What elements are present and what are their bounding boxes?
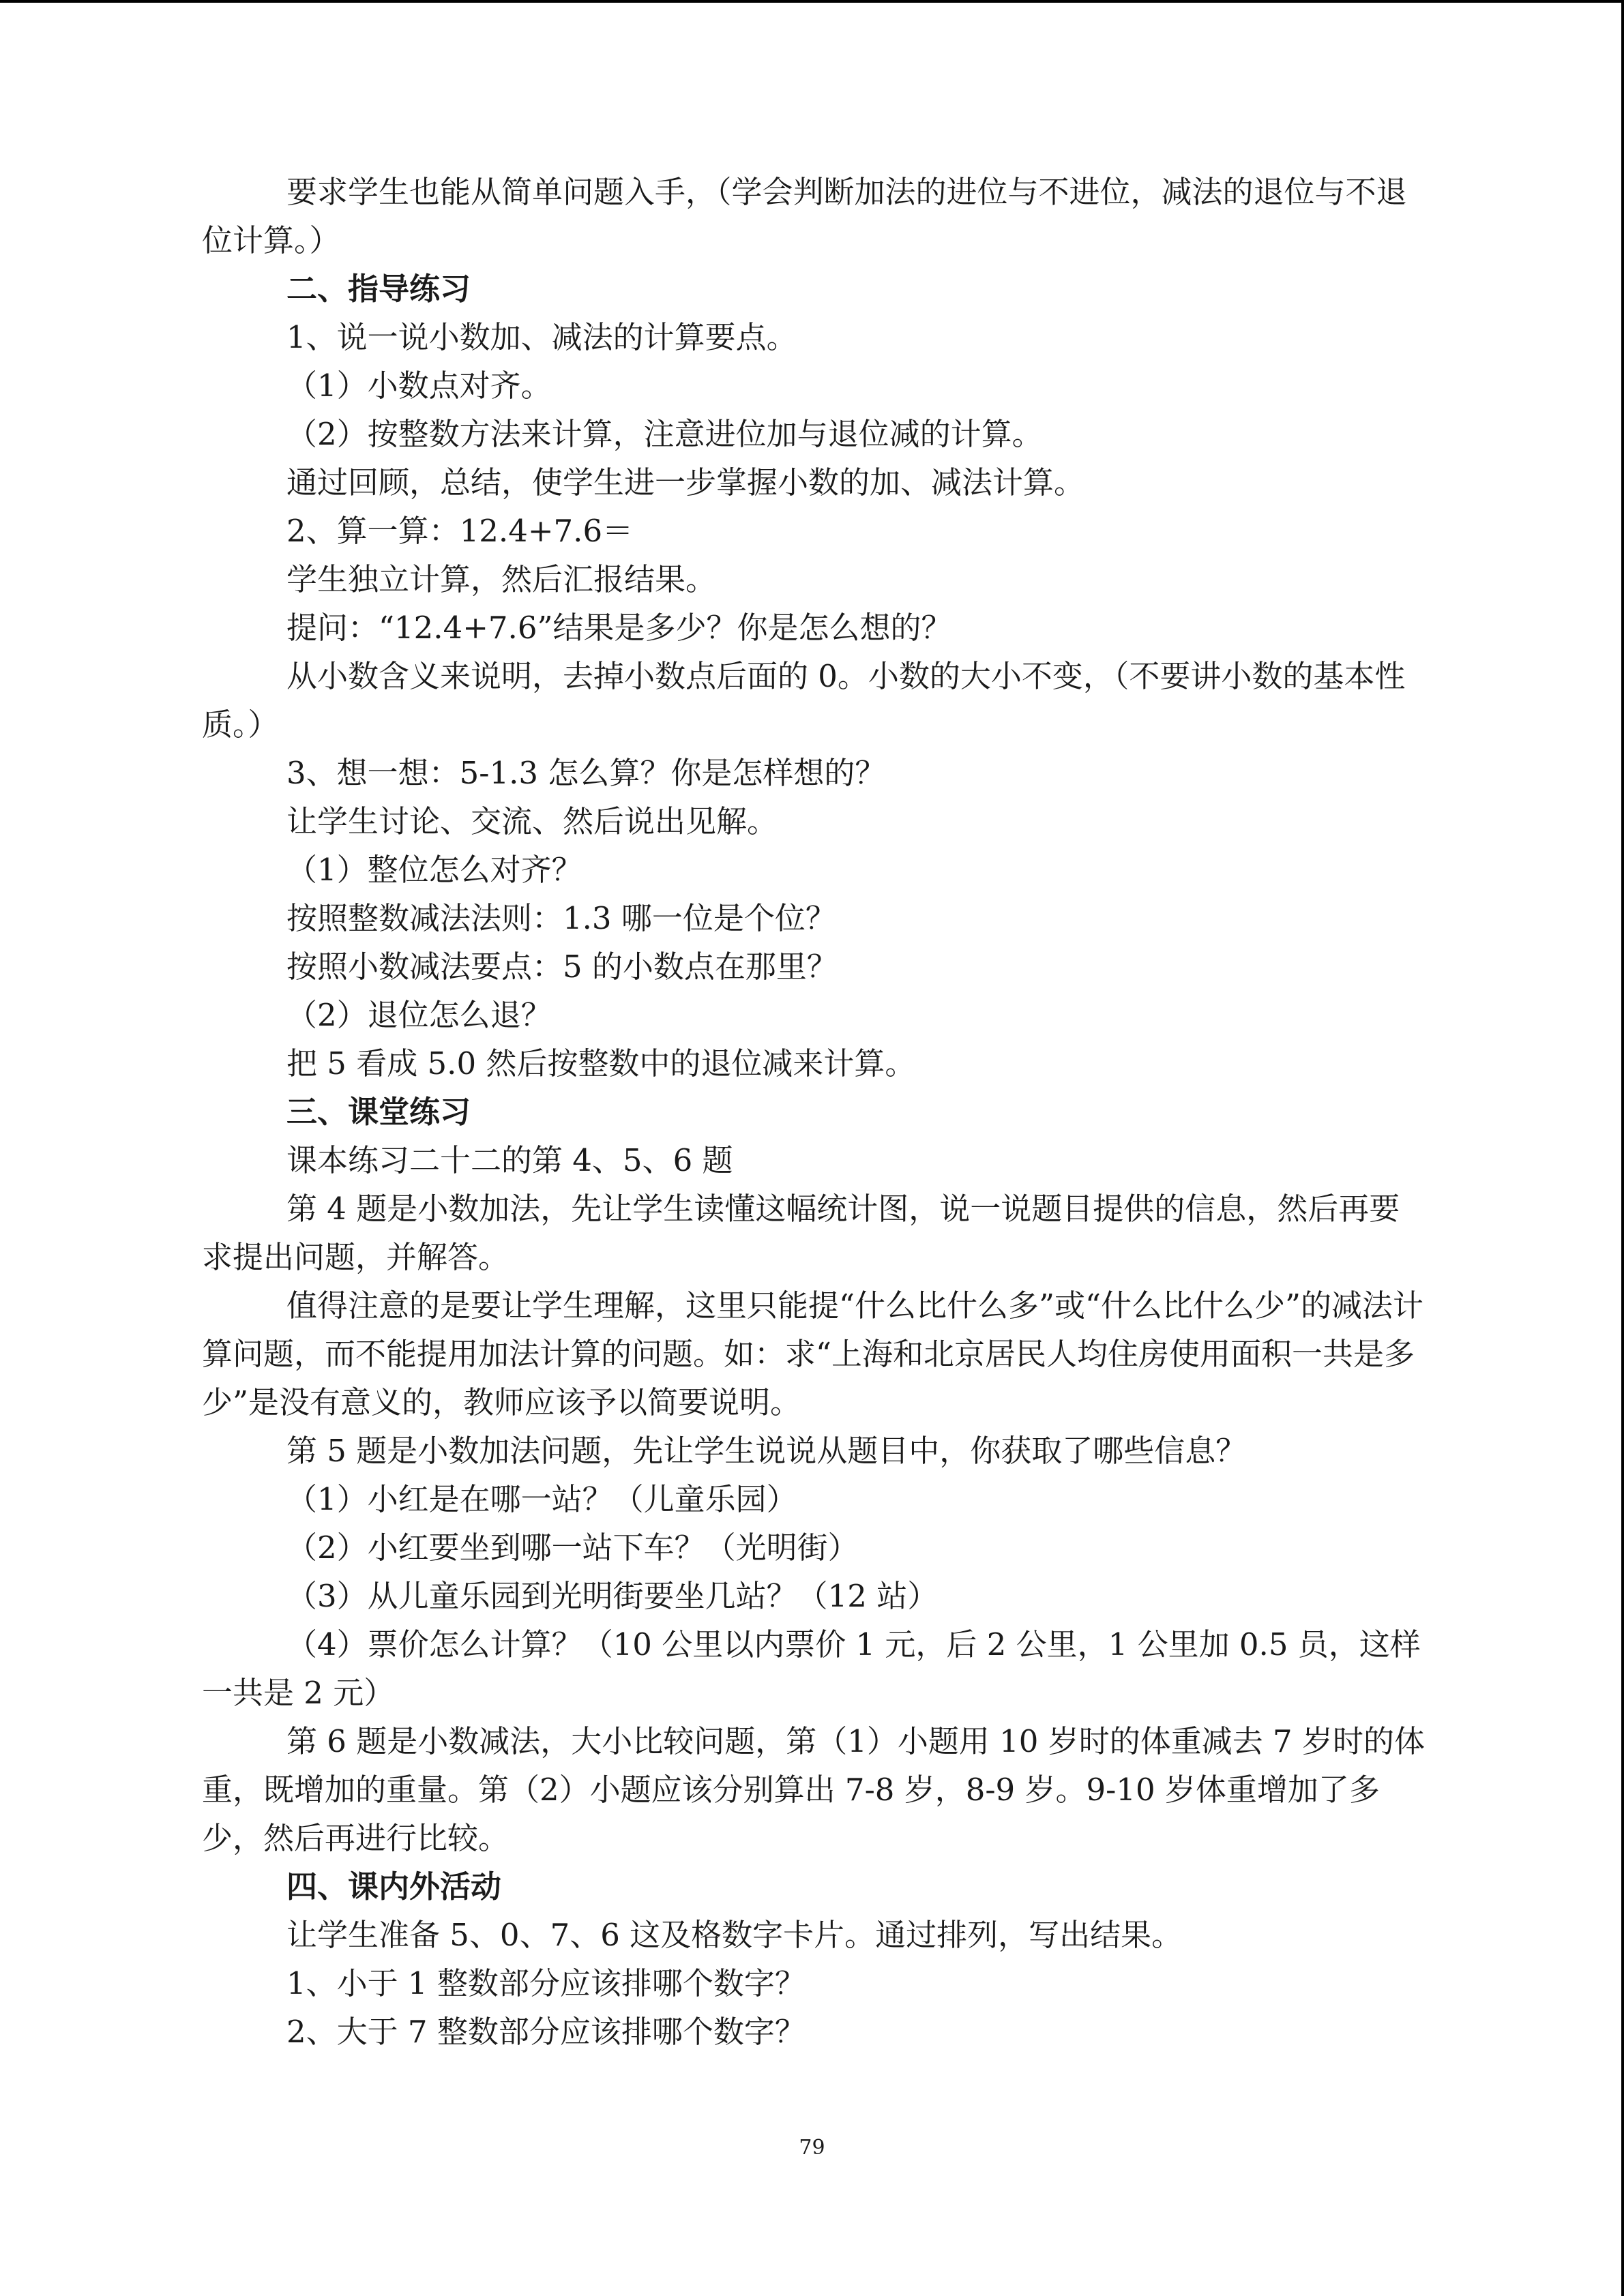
paragraph: 1、说一说小数加、减法的计算要点。 — [286, 319, 797, 355]
paragraph: 提问：“12.4+7.6”结果是多少？你是怎么想的？ — [286, 610, 952, 646]
section-heading-guided-practice: 二、指导练习 — [286, 271, 471, 307]
section-heading-activities: 四、课内外活动 — [286, 1868, 502, 1905]
paragraph: （1）整位怎么对齐？ — [286, 852, 582, 888]
section-heading-classroom-practice: 三、课堂练习 — [286, 1094, 471, 1130]
paragraph: 课本练习二十二的第 4、5、6 题 — [286, 1142, 733, 1178]
paragraph: （3）从儿童乐园到光明街要坐几站？（12 站） — [286, 1578, 939, 1614]
paragraph: （1）小数点对齐。 — [286, 368, 552, 404]
paragraph: 按照小数减法要点：5 的小数点在那里？ — [286, 949, 838, 985]
paragraph: 通过回顾，总结，使学生进一步掌握小数的加、减法计算。 — [286, 464, 1085, 501]
paragraph: 让学生讨论、交流、然后说出见解。 — [286, 803, 778, 839]
paragraph: 第 4 题是小数加法，先让学生读懂这幅统计图，说一说题目提供的信息，然后再要求提出问题，并解答。 — [202, 1191, 1400, 1275]
paragraph: （2）按整数方法来计算，注意进位加与退位减的计算。 — [286, 416, 1043, 452]
paragraph: 2、大于 7 整数部分应该排哪个数字？ — [286, 2014, 806, 2050]
paragraph: （2）退位怎么退？ — [286, 997, 552, 1033]
paragraph: 把 5 看成 5.0 然后按整数中的退位减来计算。 — [286, 1045, 916, 1082]
paragraph: （2）小红要坐到哪一站下车？（光明街） — [286, 1530, 859, 1566]
paragraph: 第 6 题是小数减法，大小比较问题，第（1）小题用 10 岁时的体重减去 7 岁时的体重，既增加的重量。第（2）小题应该分别算出 7-8 岁，8-9 岁。9-10 岁体重增加了多少，然后再进行比较。 — [202, 1723, 1425, 1856]
paragraph: （1）小红是在哪一站？（儿童乐园） — [286, 1481, 797, 1517]
paragraph: 要求学生也能从简单问题入手，（学会判断加法的进位与不进位，减法的退位与不退位计算。） — [202, 174, 1407, 258]
paragraph: 1、小于 1 整数部分应该排哪个数字？ — [286, 1965, 806, 2001]
document-body — [202, 168, 1430, 2056]
paragraph: 2、算一算：12.4+7.6＝ — [286, 513, 634, 549]
paragraph: 第 5 题是小数加法问题，先让学生说说从题目中，你获取了哪些信息？ — [286, 1433, 1247, 1469]
paragraph: 学生独立计算，然后汇报结果。 — [286, 561, 717, 597]
paragraph: 按照整数减法法则：1.3 哪一位是个位？ — [286, 900, 836, 936]
page-number: 79 — [799, 2136, 825, 2160]
paragraph: 值得注意的是要让学生理解，这里只能提“什么比什么多”或“什么比什么少”的减法计算问题，而不能提用加法计算的问题。如：求“上海和北京居民人均住房使用面积一共是多少”是没有意义的，教师应该予以简要说明。 — [202, 1287, 1424, 1420]
paragraph: 从小数含义来说明，去掉小数点后面的 0。小数的大小不变，（不要讲小数的基本性质。） — [202, 658, 1406, 743]
paragraph: 3、想一想：5-1.3 怎么算？你是怎样想的？ — [286, 755, 886, 791]
paragraph: （4）票价怎么计算？（10 公里以内票价 1 元，后 2 公里，1 公里加 0.5 员，这样一共是 2 元） — [202, 1626, 1421, 1711]
paragraph: 让学生准备 5、0、7、6 这及格数字卡片。通过排列，写出结果。 — [286, 1917, 1183, 1953]
